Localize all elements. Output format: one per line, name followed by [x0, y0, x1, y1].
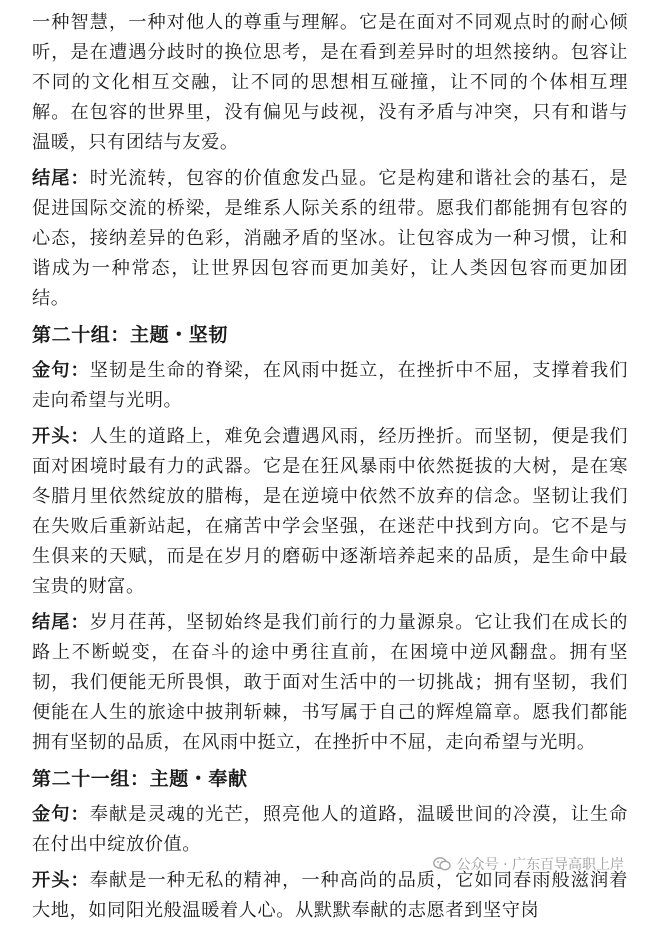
paragraph-text: 时光流转，包容的价值愈发凸显。它是构建和谐社会的基石，是促进国际交流的桥梁，是维系人际关系的纽带。愿我们都能拥有包容的心态，接纳差异的色彩，消融矛盾的坚冰。让包容成为一种习惯，让和谐成为一种常态，让世界因包容而更加美好，让人类因包容而更加团结。 [32, 168, 628, 309]
paragraph-tolerance-ending [32, 164, 628, 314]
watermark [433, 854, 624, 874]
paragraph-text: 奉献是灵魂的光芒，照亮他人的道路，温暖世间的冷漠，让生命在付出中绽放价值。 [32, 804, 628, 855]
paragraph-label: 金句： [32, 804, 90, 825]
paragraph-label: 开头： [32, 426, 90, 447]
paragraph-label: 开头： [32, 870, 90, 891]
paragraph-label: 金句： [32, 360, 90, 381]
paragraph-text: 坚韧是生命的脊梁，在风雨中挺立，在挫折中不屈，支撑着我们走向希望与光明。 [32, 360, 628, 411]
paragraph-tenacity-quote [32, 356, 628, 416]
watermark-text: 公众号 · 广东百导高职上岸 [456, 857, 624, 873]
paragraph-text: 人生的道路上，难免会遭遇风雨，经历挫折。而坚韧，便是我们面对困境时最有力的武器。它是在狂风暴雨中依然挺拔的大树，是在寒冬腊月里依然绽放的腊梅，是在逆境中依然不放弃的信念。坚韧让我们在失败后重新站起，在痛苦中学会坚强，在迷茫中找到方向。它不是与生俱来的天赋，而是在岁月的磨砺中逐渐培养起来的品质，是生命中最宝贵的财富。 [32, 426, 628, 597]
paragraph-text: 岁月荏苒，坚韧始终是我们前行的力量源泉。它让我们在成长的路上不断蜕变，在奋斗的途中勇往直前，在困境中逆风翻盘。拥有坚韧，我们便能无所畏惧，敢于面对生活中的一切挑战；拥有坚韧，我们便能在人生的旅途中披荆斩棘，书写属于自己的辉煌篇章。愿我们都能拥有坚韧的品质，在风雨中挺立，在挫折中不屈，走向希望与光明。 [32, 612, 628, 753]
paragraph-tolerance-body [32, 8, 628, 158]
paragraph-dedication-quote [32, 800, 628, 860]
section-heading-group-21: 第二十一组：主题・奉献 [32, 768, 248, 790]
paragraph-dedication-opening [32, 866, 628, 926]
paragraph-tenacity-ending [32, 608, 628, 758]
paragraph-text: 一种智慧，一种对他人的尊重与理解。它是在面对不同观点时的耐心倾听，是在遭遇分歧时的换位思考，是在看到差异时的坦然接纳。包容让不同的文化相互交融，让不同的思想相互碰撞，让不同的个体相互理解。在包容的世界里，没有偏见与歧视，没有矛盾与冲突，只有和谐与温暖，只有团结与友爱。 [32, 12, 628, 153]
paragraph-tenacity-opening [32, 422, 628, 602]
paragraph-label: 结尾： [32, 168, 90, 189]
document-page [32, 8, 628, 932]
section-heading-group-20: 第二十组：主题・坚韧 [32, 324, 229, 346]
paragraph-label: 结尾： [32, 612, 90, 633]
wechat-official-account-icon [433, 857, 451, 871]
paragraph-text: 奉献是一种无私的精神，一种高尚的品质，它如同春雨般滋润着大地，如同阳光般温暖着人心。从默默奉献的志愿者到坚守岗 [32, 870, 628, 921]
